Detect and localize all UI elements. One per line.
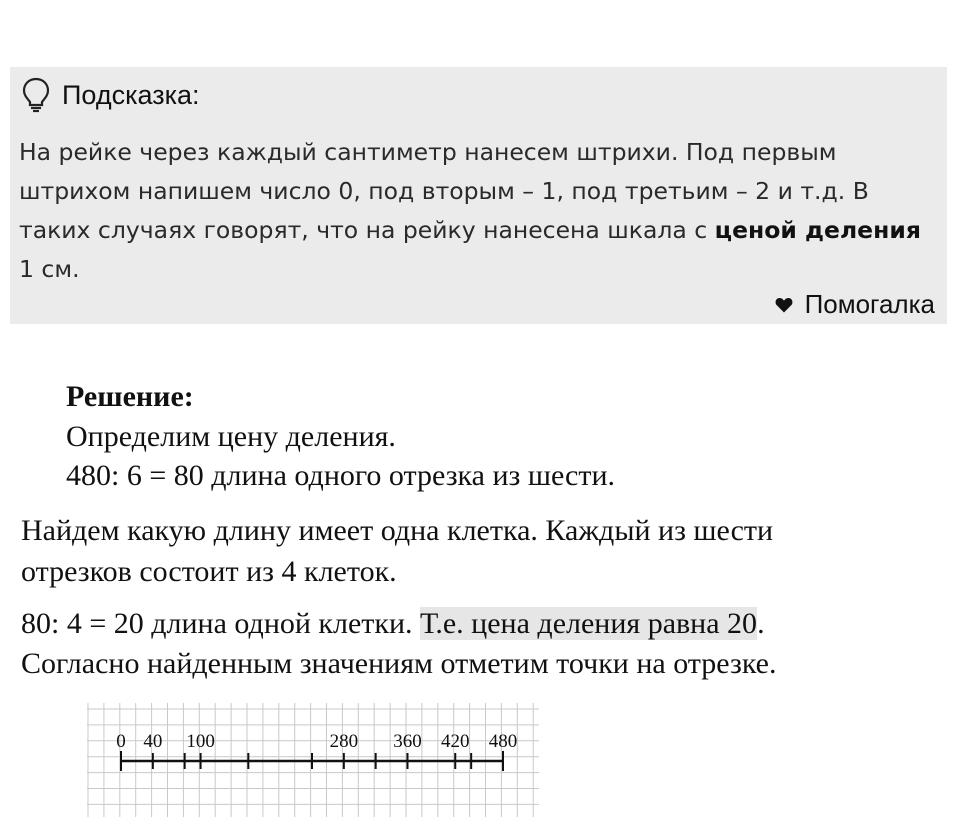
heart-icon [775,297,793,313]
solution-line2-text: длина одного отрезка из шести. [203,459,616,492]
highlighted-answer: Т.е. цена деления равна 20 [420,607,758,640]
formula-480-6: 480: 6 = 80 [66,459,204,492]
solution-line1: Определим цену деления. [66,420,396,453]
solution-line3-text: длина одной клетки. [143,607,421,640]
hint-box [10,67,947,324]
hint-text-part1: На рейке через каждый сантиметр нанесем штрихи. Под первым штрихом напишем число 0, под вторым – 1, под третьим – 2 и т.д. В таких случаях говорят, что на рейку нанесена шкала с [19,138,869,244]
solution-para1-line2: отрезков состоит из 4 клеток. [21,555,397,588]
solution-heading: Решение: [66,380,194,413]
hint-footer[interactable] [775,289,935,320]
hint-header [22,75,200,115]
solution-line2 [66,459,615,493]
hint-title: Подсказка: [62,79,200,110]
tick-label: 0 [116,731,126,752]
number-line-svg [87,703,539,817]
number-line-figure [87,703,539,817]
tick-label: 480 [488,731,518,752]
solution-line4: Согласно найденным значениям отметим точки на отрезке. [21,647,777,680]
formula-80-4: 80: 4 = 20 [21,607,144,640]
hint-text [19,133,924,289]
hint-text-part2: 1 см. [19,255,80,283]
tick-label: 360 [393,731,422,752]
solution-line3-end: . [757,607,765,640]
tick-label: 420 [441,731,470,752]
tick-label: 100 [186,731,215,752]
hint-text-bold: ценой деления [714,216,921,244]
solution-line3 [21,607,765,641]
hint-footer-label: Помогалка [804,289,935,319]
tick-label: 40 [143,731,163,752]
tick-label: 280 [329,731,359,752]
solution-para1-line1: Найдем какую длину имеет одна клетка. Каждый из шести [21,514,774,547]
lightbulb-icon [22,77,50,113]
